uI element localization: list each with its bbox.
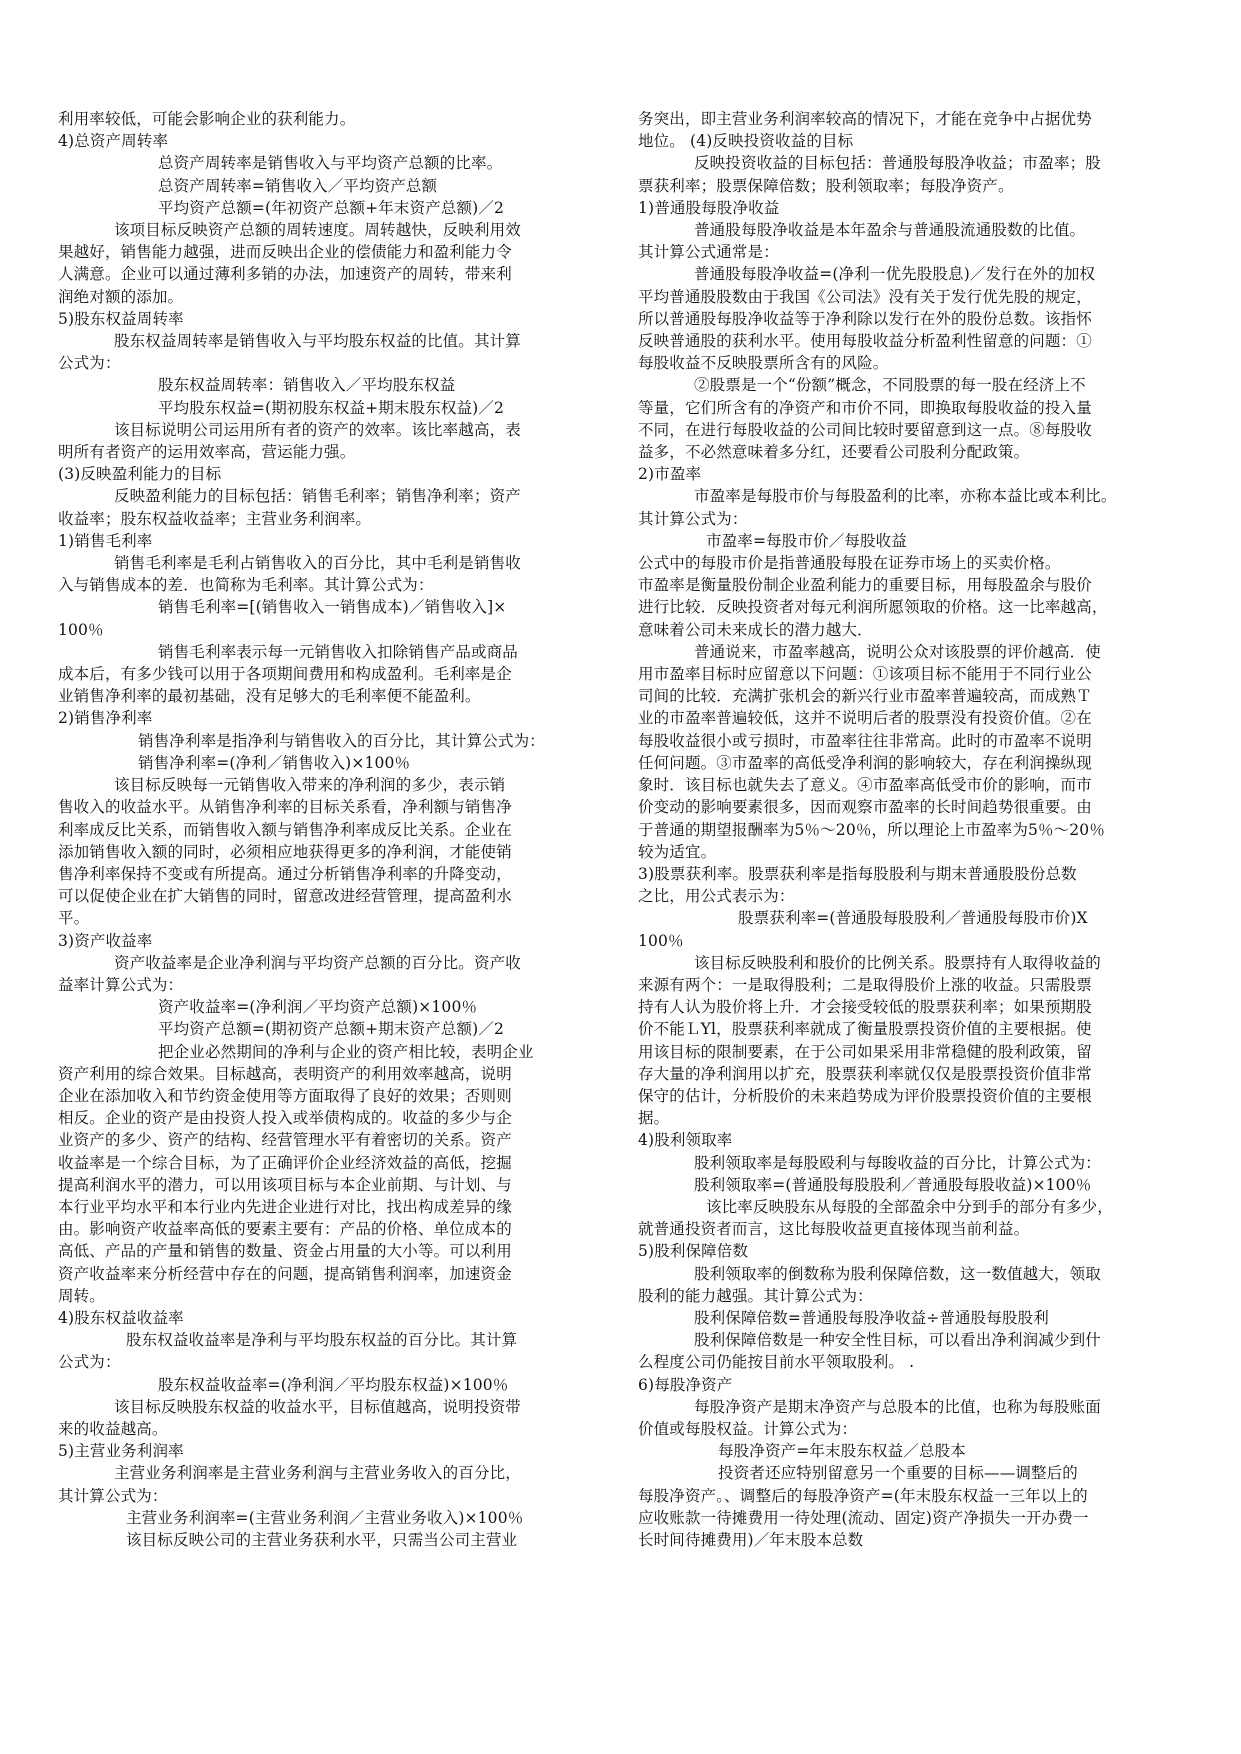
right-text-line: 象时．该目标也就失去了意义。④市盈率高低受市价的影响，而市 — [638, 776, 1092, 795]
left-text-line: 5)主营业务利润率 — [58, 1442, 184, 1461]
right-text-line: 股利领取率的倒数称为股利保障倍数，这一数值越大，领取 — [694, 1264, 1101, 1283]
right-text-line: 务突出，即主营业务利润率较高的情况下，才能在竞争中占据优势 — [638, 110, 1092, 128]
right-text-line: 股票获利率=(普通股每股股利／普通股每股市价)X — [738, 909, 1088, 928]
right-text-line: 价不能ＬYl，股票获利率就成了衡量股票投资价值的主要根据。使 — [638, 1020, 1092, 1039]
right-text-line: 反映普通股的获利水平。使用每股收益分析盈利性留意的问题：① — [638, 332, 1092, 351]
right-text-line: 进行比较．反映投资者对每元利润所愿领取的价格。这一比率越高， — [638, 598, 1108, 617]
left-text-line: (3)反映盈利能力的目标 — [58, 465, 222, 484]
left-text-line: 该目标反映每一元销售收入带来的净利润的多少，表示销 — [114, 776, 506, 795]
right-text-line: 每股收益不反映股票所含有的风险。 — [638, 354, 889, 373]
right-text-line: 持有人认为股价将上升．才会接受较低的股票获利率；如果预期股 — [638, 998, 1092, 1017]
right-text-line: 6)每股净资产 — [638, 1375, 733, 1394]
right-text-line: 应收账款一待摊费用一待处理(流动、固定)资产净损失一开办费一 — [638, 1508, 1089, 1527]
right-text-line: 就普通投资者而言，这比每股收益更直接体现当前利益。 — [638, 1220, 1030, 1239]
left-text-line: 总资产周转率是销售收入与平均资产总额的比率。 — [158, 154, 503, 173]
left-text-line: 资产收益率是企业净利润与平均资产总额的百分比。资产收 — [114, 953, 521, 972]
right-text-line: 较为适宜。 — [638, 842, 717, 861]
left-text-line: 销售净利率是指净利与销售收入的百分比，其计算公式为： — [138, 731, 545, 750]
right-text-line: 任何问题。③市盈率的高低受净利润的影响较大，存在利润操纵现 — [638, 753, 1092, 772]
left-text-line: 2)销售净利率 — [58, 709, 153, 728]
right-text-line: 每股净资产。、调整后的每股净资产=(年末股东权益一三年以上的 — [638, 1486, 1088, 1505]
left-text-line: 5)股东权益周转率 — [58, 309, 184, 328]
left-text-line: 股东权益周转率：销售收入／平均股东权益 — [158, 376, 456, 395]
right-text-line: 每股净资产=年末股东权益／总股本 — [718, 1442, 966, 1461]
left-text-line: 该目标说明公司运用所有者的资产的效率。该比率越高，表 — [114, 420, 521, 439]
left-text-line: 收益率是一个综合目标，为了正确评价企业经济效益的高低，挖掘 — [58, 1153, 512, 1172]
left-text-line: 周转。 — [58, 1286, 105, 1305]
right-text-line: 来源有两个：一是取得股利；二是取得股价上涨的收益。只需股票 — [638, 975, 1092, 994]
right-text-line: 用该目标的限制要素，在于公司如果采用非常稳健的股利政策，留 — [638, 1042, 1092, 1061]
left-text-line: 总资产周转率=销售收入／平均资产总额 — [158, 176, 438, 195]
left-text-line: 售净利率保持不变或有所提高。通过分析销售净利率的升降变动， — [58, 864, 512, 883]
left-text-line: 资产收益率来分析经营中存在的问题，提高销售利润率，加速资金 — [58, 1264, 512, 1283]
left-text-line: 收益率；股东权益收益率；主营业务利润率。 — [58, 509, 372, 528]
left-text-line: 反映盈利能力的目标包括：销售毛利率；销售净利率；资产 — [114, 487, 521, 506]
right-text-line: 股利领取率是每股殴利与每睃收益的百分比，计算公式为： — [694, 1153, 1101, 1172]
right-text-line: 意味着公司未来成长的潜力越大． — [638, 620, 873, 639]
right-text-line: 之比，用公式表示为： — [638, 887, 795, 906]
left-text-line: 平。 — [58, 909, 90, 928]
left-text-line: 4)总资产周转率 — [58, 132, 169, 151]
left-text-line: 高低、产品的产量和销售的数量、资金占用量的大小等。可以利用 — [58, 1242, 512, 1261]
right-text-line: 每股收益很小或亏损时，市盈率往往非常高。此时的市盈率不说明 — [638, 731, 1092, 750]
right-text-line: 其计算公式为： — [638, 509, 748, 528]
right-text-line: 于普通的期望报酬率为5％～20％，所以理论上市盈率为5％～20％ — [638, 820, 1105, 839]
right-column — [638, 108, 1178, 1551]
left-text-line: 平均资产总额=(年初资产总额+年末资产总额)／2 — [158, 198, 505, 217]
right-text-line: 市盈率=每股市价／每股收益 — [706, 531, 907, 550]
left-column — [58, 108, 598, 1551]
left-text-line: 利率成反比关系，而销售收入额与销售净利率成反比关系。企业在 — [58, 820, 512, 839]
left-text-line: 该目标反映股东权益的收益水平，目标值越高，说明投资带 — [114, 1397, 521, 1416]
right-text-line: 价值或每股权益。计算公式为： — [638, 1419, 858, 1438]
right-text-line: 反映投资收益的目标包括：普通股每股净收益；市盈率；股 — [694, 154, 1101, 173]
right-text-line: 业的市盈率普遍较低，这并不说明后者的股票没有投资价值。②在 — [638, 709, 1092, 728]
left-text-line: 主营业务利润率是主营业务利润与主营业务收入的百分比， — [114, 1464, 521, 1483]
right-text-line: 普通说来，市盈率越高，说明公众对该股票的评价越高．使 — [694, 642, 1101, 661]
right-text-line: 其计算公式通常是： — [638, 243, 779, 262]
right-text-line: 价变动的影响要素很多，因而观察市盈率的长时间趋势很重要。由 — [638, 798, 1092, 817]
right-text-line: 市盈率是每股市价与每股盈利的比率，亦称本益比或本利比。 — [694, 487, 1117, 506]
right-text-line: 投资者还应特别留意另一个重要的目标——调整后的 — [718, 1464, 1078, 1483]
right-text-line: 4)股利领取率 — [638, 1131, 733, 1150]
left-text-line: 业销售净利率的最初基础，没有足够大的毛利率便不能盈利。 — [58, 687, 481, 706]
left-text-line: 股东权益周转率是销售收入与平均股东权益的比值。其计算 — [114, 332, 521, 351]
left-text-line: 其计算公式为： — [58, 1486, 168, 1505]
left-text-line: 果越好，销售能力越强，进而反映出企业的偿债能力和盈利能力令 — [58, 243, 512, 262]
left-text-line: 入与销售成本的差．也简称为毛利率。其计算公式为： — [58, 576, 434, 595]
right-text-line: 地位。 (4)反映投资收益的目标 — [638, 132, 854, 151]
left-text-line: 该目标反映公司的主营业务获利水平，只需当公司主营业 — [126, 1531, 518, 1549]
left-text-line: 销售净利率=(净利／销售收入)×100％ — [138, 753, 411, 772]
left-text-line: 股东权益收益率是净利与平均股东权益的百分比。其计算 — [126, 1331, 518, 1350]
left-text-line: 利用率较低，可能会影响企业的获利能力。 — [58, 110, 356, 128]
left-text-line: 公式为： — [58, 354, 121, 373]
right-text-line: 存大量的净利润用以扩充，股票获利率就仅仅是股票投资价值非常 — [638, 1064, 1092, 1083]
right-text-line: 该目标反映股利和股价的比例关系。股票持有人取得收益的 — [694, 953, 1101, 972]
right-text-line: 益多，不必然意味着多分红，还要看公司股利分配政策。 — [638, 443, 1030, 462]
right-text-line: 长时间待摊费用)／年末股本总数 — [638, 1531, 864, 1549]
left-text-line: 业资产的多少、资产的结构、经营管理水平有着密切的关系。资产 — [58, 1131, 512, 1150]
left-text-line: 公式为： — [58, 1353, 121, 1372]
right-text-line: 该比率反映股东从每股的全部盈余中分到手的部分有多少， — [706, 1197, 1113, 1216]
right-text-line: 市盈率是衡量股份制企业盈利能力的重要目标，用每股盈余与股价 — [638, 576, 1092, 595]
right-text-line: 普通股每股净收益是本年盈余与普通股流通股数的比值。 — [694, 221, 1086, 240]
right-text-line: 股利的能力越强。其计算公式为： — [638, 1286, 873, 1305]
left-text-line: 由。影响资产收益率高低的要素主要有：产品的价格、单位成本的 — [58, 1220, 512, 1239]
left-text-line: 益率计算公式为： — [58, 975, 184, 994]
left-text-line: 把企业必然期间的净利与企业的资产相比较，表明企业 — [158, 1042, 534, 1061]
left-text-line: 售收入的收益水平。从销售净利率的目标关系看，净利额与销售净 — [58, 798, 512, 817]
left-text-line: 本行业平均水平和本行业内先进企业进行对比，找出构成差异的缘 — [58, 1197, 512, 1216]
left-text-line: 3)资产收益率 — [58, 931, 153, 950]
right-text-line: 等量，它们所含有的净资产和市价不同，即换取每股收益的投入量 — [638, 398, 1092, 417]
left-text-line: 销售毛利率表示每一元销售收入扣除销售产品或商品 — [158, 642, 518, 661]
right-text-line: ②股票是一个“份额”概念，不同股票的每一股在经济上不 — [694, 376, 1086, 395]
right-text-line: 5)股利保障倍数 — [638, 1242, 749, 1261]
left-text-line: 1)销售毛利率 — [58, 531, 153, 550]
right-text-line: 司间的比较．充满扩张机会的新兴行业市盈率普遍较高，而成熟Ｔ — [638, 687, 1092, 706]
right-text-line: 每股净资产是期末净资产与总股本的比值，也称为每股账面 — [694, 1397, 1101, 1416]
right-text-line: 1)普通股每股净收益 — [638, 198, 780, 217]
left-text-line: 提高利润水平的潜力，可以用该项目标与本企业前期、与计划、与 — [58, 1175, 512, 1194]
right-text-line: 所以普通股每股净收益等于净利除以发行在外的股份总数。该指怀 — [638, 309, 1092, 328]
left-text-line: 来的收益越高。 — [58, 1419, 168, 1438]
left-text-line: 销售毛利率=[(销售收入一销售成本)／销售收入]× — [158, 598, 507, 617]
right-text-line: 保守的估计，分析股价的未来趋势成为评价股票投资价值的主要根 — [638, 1086, 1092, 1105]
left-text-line: 相反。企业的资产是由投资人投入或举债构成的。收益的多少与企 — [58, 1109, 512, 1128]
right-text-line: 普通股每股净收益=(净利一优先股股息)／发行在外的加权 — [694, 265, 1096, 284]
left-text-line: 平均资产总额=(期初资产总额+期末资产总额)／2 — [158, 1020, 505, 1039]
right-text-line: 公式中的每股市价是指普通股每股在证券市场上的买卖价格。 — [638, 554, 1061, 573]
right-text-line: 股利领取率=(普通股每股股利／普通股每股收益)×100％ — [694, 1175, 1092, 1194]
left-text-line: 可以促使企业在扩大销售的同时，留意改进经营管理，提高盈利水 — [58, 887, 512, 906]
right-text-line: 2)市盈率 — [638, 465, 702, 484]
right-text-line: 据。 — [638, 1109, 670, 1128]
right-text-line: 股利保障倍数是一种安全性目标，可以看出净利润减少到什 — [694, 1331, 1101, 1350]
left-text-line: 明所有者资产的运用效率高，营运能力强。 — [58, 443, 356, 462]
left-text-line: 资产收益率=(净利润／平均资产总额)×100％ — [158, 998, 478, 1017]
right-text-line: 用市盈率目标时应留意以下问题：①该项目标不能用于不同行业公 — [638, 665, 1092, 684]
right-text-line: 股利保障倍数=普通股每股净收益÷普通股每股股利 — [694, 1308, 1049, 1327]
left-text-line: 资产利用的综合效果。目标越高，表明资产的利用效率越高，说明 — [58, 1064, 512, 1083]
left-text-line: 该项目标反映资产总额的周转速度。周转越快，反映利用效 — [114, 221, 521, 240]
right-text-line: 么程度公司仍能按目前水平领取股利。 . — [638, 1353, 915, 1372]
left-text-line: 添加销售收入额的同时，必须相应地获得更多的净利润，才能使销 — [58, 842, 512, 861]
left-text-line: 平均股东权益=(期初股东权益+期末股东权益)／2 — [158, 398, 505, 417]
right-text-line: 平均普通股股数由于我国《公司法》没有关于发行优先股的规定， — [638, 287, 1092, 306]
right-text-line: 3)股票获利率。股票获利率是指每股股利与期末普通股股份总数 — [638, 864, 1077, 883]
right-text-line: 票获利率；股票保障倍数；股利领取率；每股净资产。 — [638, 176, 1014, 195]
right-text-line: 不同，在进行每股收益的公司间比较时要留意到这一点。⑧每股收 — [638, 420, 1092, 439]
left-text-line: 成本后，有多少钱可以用于各项期间费用和构成盈利。毛利率是企 — [58, 665, 512, 684]
left-text-line: 人满意。企业可以通过薄利多销的办法，加速资产的周转，带来利 — [58, 265, 512, 284]
left-text-line: 4)股东权益收益率 — [58, 1308, 184, 1327]
left-text-line: 企业在添加收入和节约资金使用等方面取得了良好的效果；否则则 — [58, 1086, 512, 1105]
right-text-line: 100％ — [638, 931, 684, 950]
left-text-line: 销售毛利率是毛利占销售收入的百分比，其中毛利是销售收 — [114, 554, 521, 573]
left-text-line: 主营业务利润率=(主营业务利润／主营业务收入)×100％ — [126, 1508, 524, 1527]
left-text-line: 100％ — [58, 620, 104, 639]
left-text-line: 润绝对额的添加。 — [58, 287, 184, 306]
left-text-line: 股东权益收益率=(净利润／平均股东权益)×100％ — [158, 1375, 509, 1394]
